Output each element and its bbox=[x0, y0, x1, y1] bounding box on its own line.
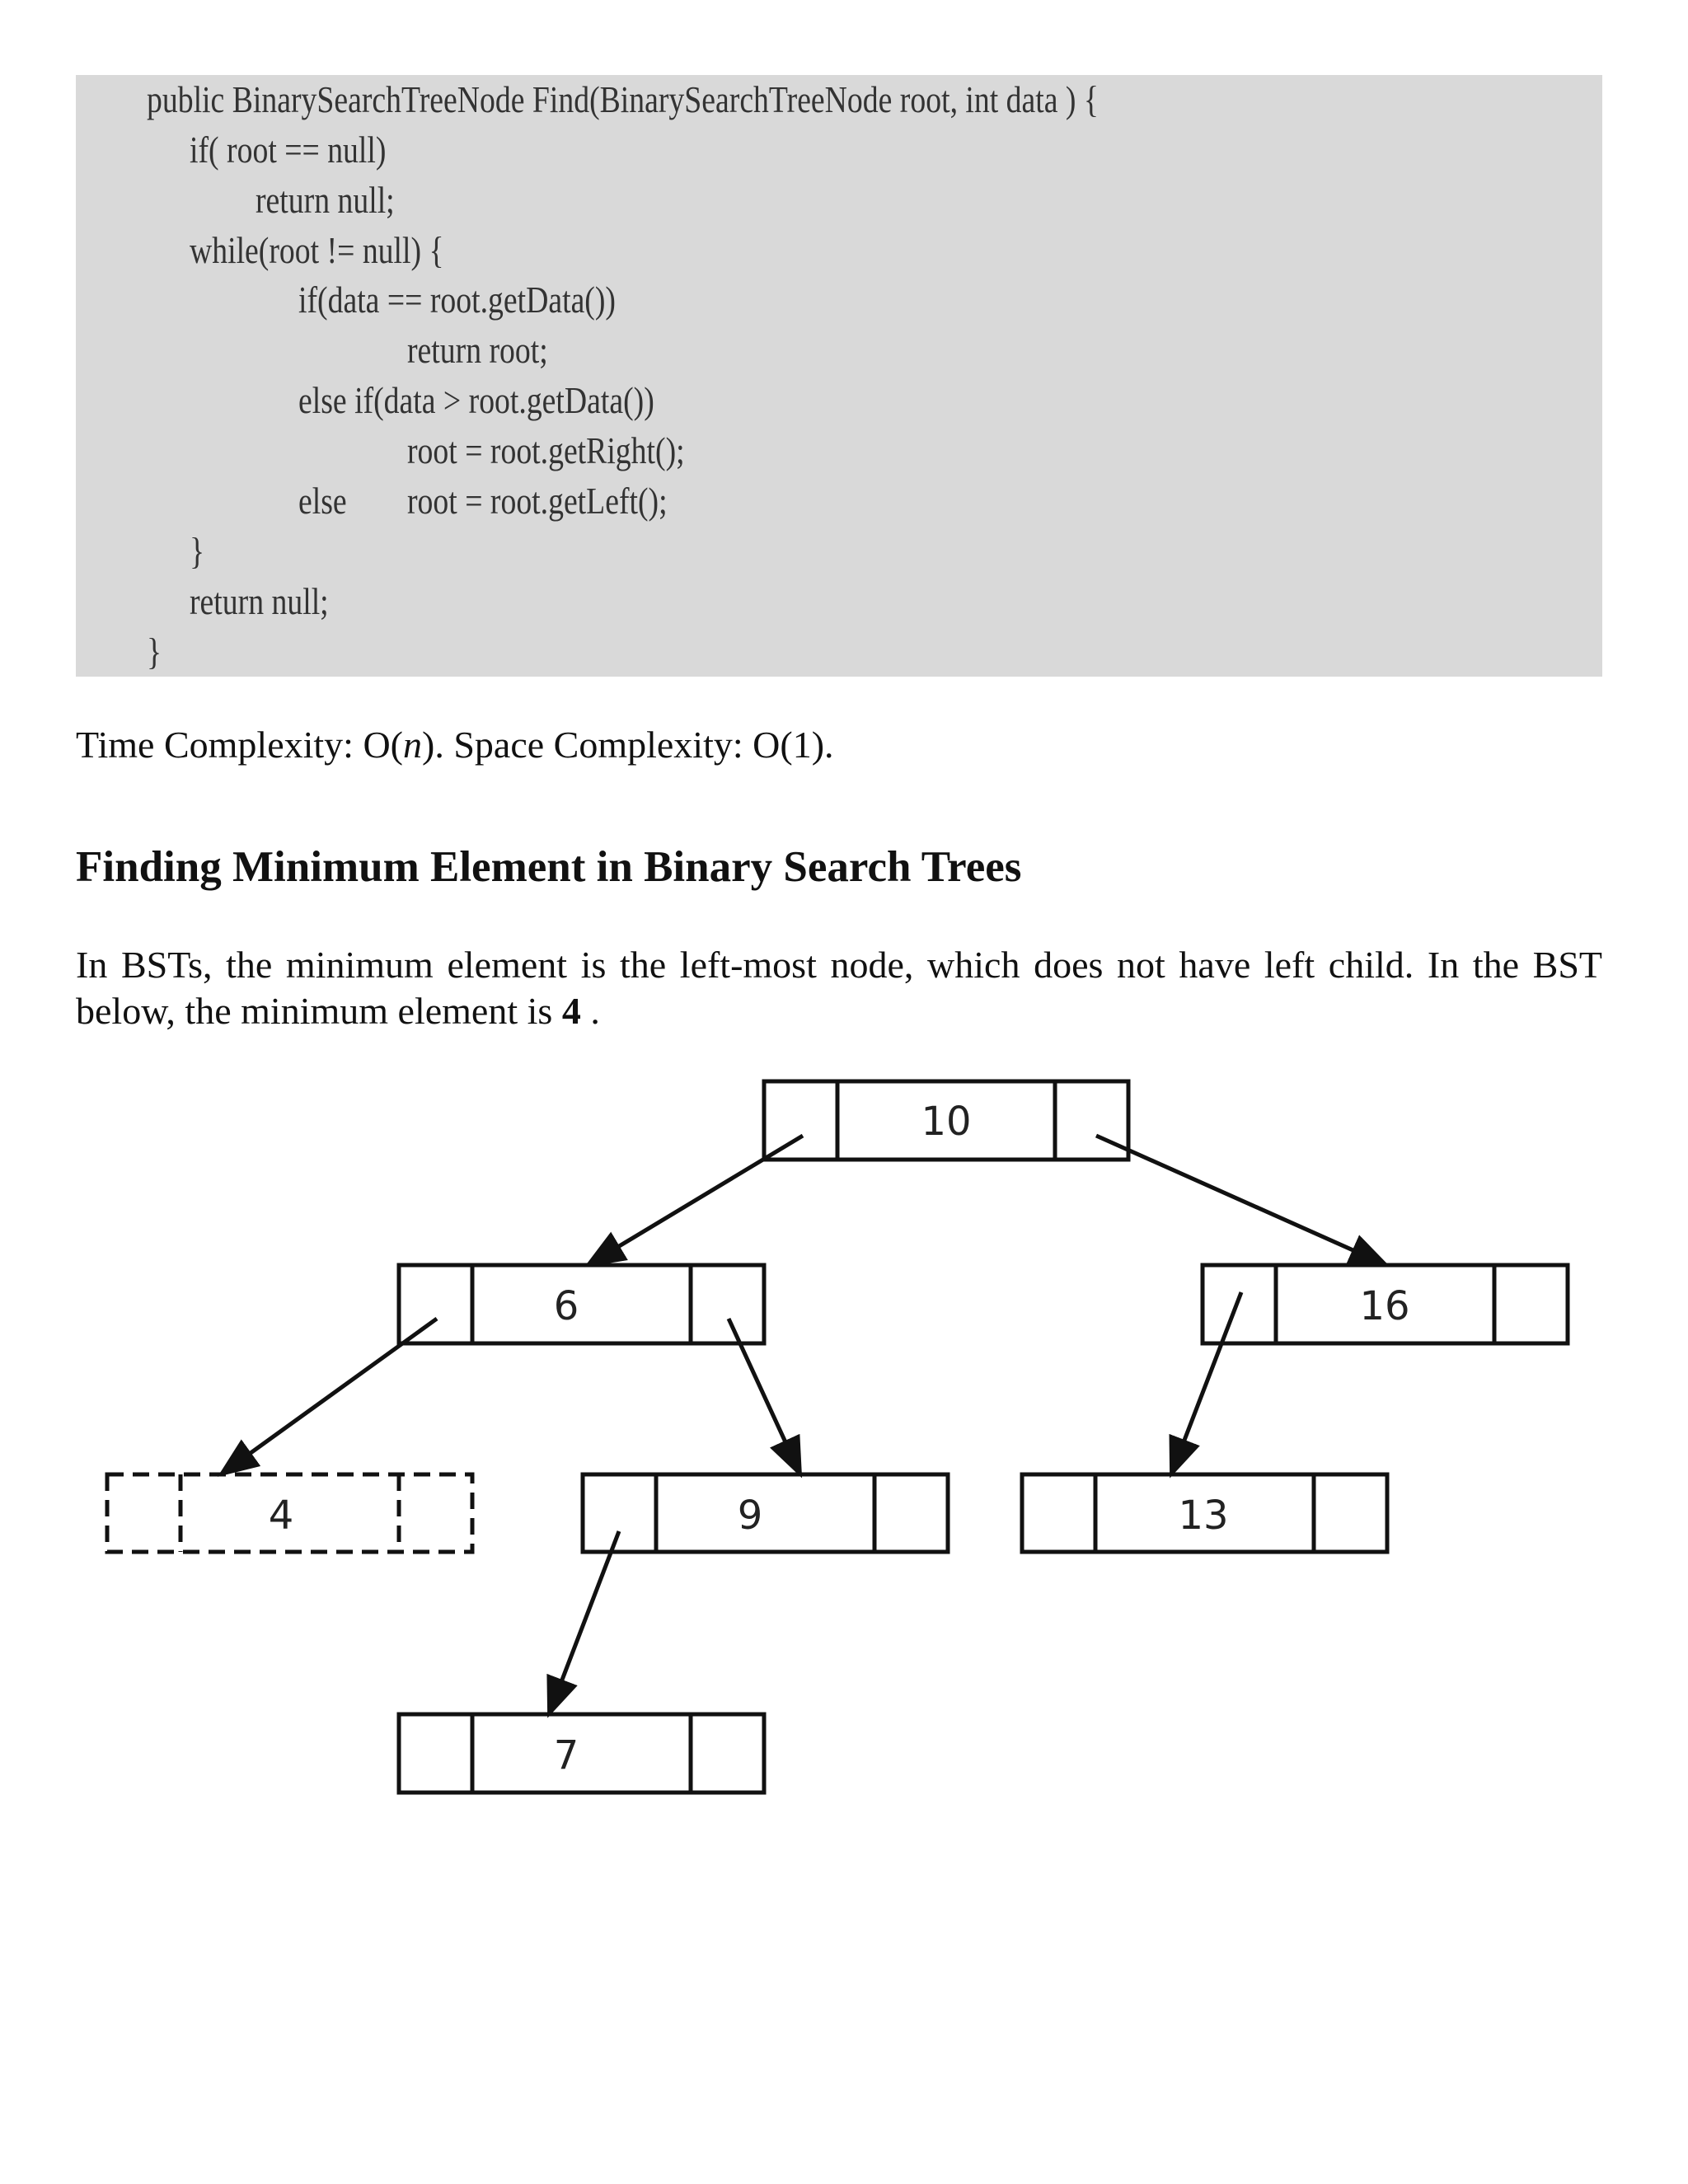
code-line: public BinarySearchTreeNode Find(BinarySearchTreeNode root, int data ) { bbox=[147, 78, 1100, 120]
tree-node-4 bbox=[107, 1474, 472, 1552]
node-label: 7 bbox=[553, 1732, 579, 1779]
tree-node-16 bbox=[1203, 1265, 1568, 1343]
code-line: root = root.getRight(); bbox=[407, 429, 685, 471]
edge-6-to-4 bbox=[221, 1319, 437, 1474]
code-line: if( root == null) bbox=[190, 129, 387, 171]
edge-16-to-13 bbox=[1171, 1292, 1241, 1474]
complexity-rest: ). Space Complexity: O(1). bbox=[422, 724, 834, 766]
code-line: root = root.getLeft(); bbox=[407, 480, 668, 522]
tree-node-6 bbox=[399, 1265, 764, 1343]
node-label: 4 bbox=[268, 1493, 294, 1539]
edge-9-to-7 bbox=[549, 1531, 619, 1714]
code-line: return null; bbox=[190, 580, 329, 622]
code-line: if(data == root.getData()) bbox=[298, 279, 617, 321]
code-line: else if(data > root.getData()) bbox=[298, 379, 654, 421]
code-line: return null; bbox=[256, 179, 395, 221]
node-label: 9 bbox=[737, 1493, 763, 1539]
minimum-value: 4 bbox=[561, 990, 581, 1032]
complexity-time-prefix: Time Complexity: O( bbox=[76, 724, 403, 766]
code-line: else bbox=[298, 480, 347, 522]
complexity-variable: n bbox=[403, 724, 422, 766]
node-label: 6 bbox=[553, 1283, 579, 1329]
code-line: while(root != null) { bbox=[190, 229, 444, 271]
node-label: 13 bbox=[1178, 1493, 1229, 1539]
node-label: 16 bbox=[1359, 1283, 1410, 1329]
paragraph-suffix: . bbox=[580, 990, 600, 1032]
code-line: } bbox=[190, 530, 205, 572]
node-label: 10 bbox=[921, 1099, 972, 1145]
edge-10-to-6 bbox=[588, 1136, 803, 1265]
code-line: } bbox=[147, 630, 162, 673]
paragraph-prefix: below, the minimum element is bbox=[76, 990, 562, 1032]
tree-node-13 bbox=[1022, 1474, 1387, 1552]
tree-node-10 bbox=[764, 1081, 1128, 1160]
paragraph-line-1: In BSTs, the minimum element is the left-most node, which does not have left child. In the BST bbox=[76, 944, 1602, 986]
section-heading: Finding Minimum Element in Binary Search Trees bbox=[76, 843, 1022, 891]
tree-node-7 bbox=[399, 1714, 764, 1793]
code-line: return root; bbox=[407, 329, 548, 371]
tree-node-9 bbox=[583, 1474, 948, 1552]
edge-10-to-16 bbox=[1096, 1136, 1386, 1265]
